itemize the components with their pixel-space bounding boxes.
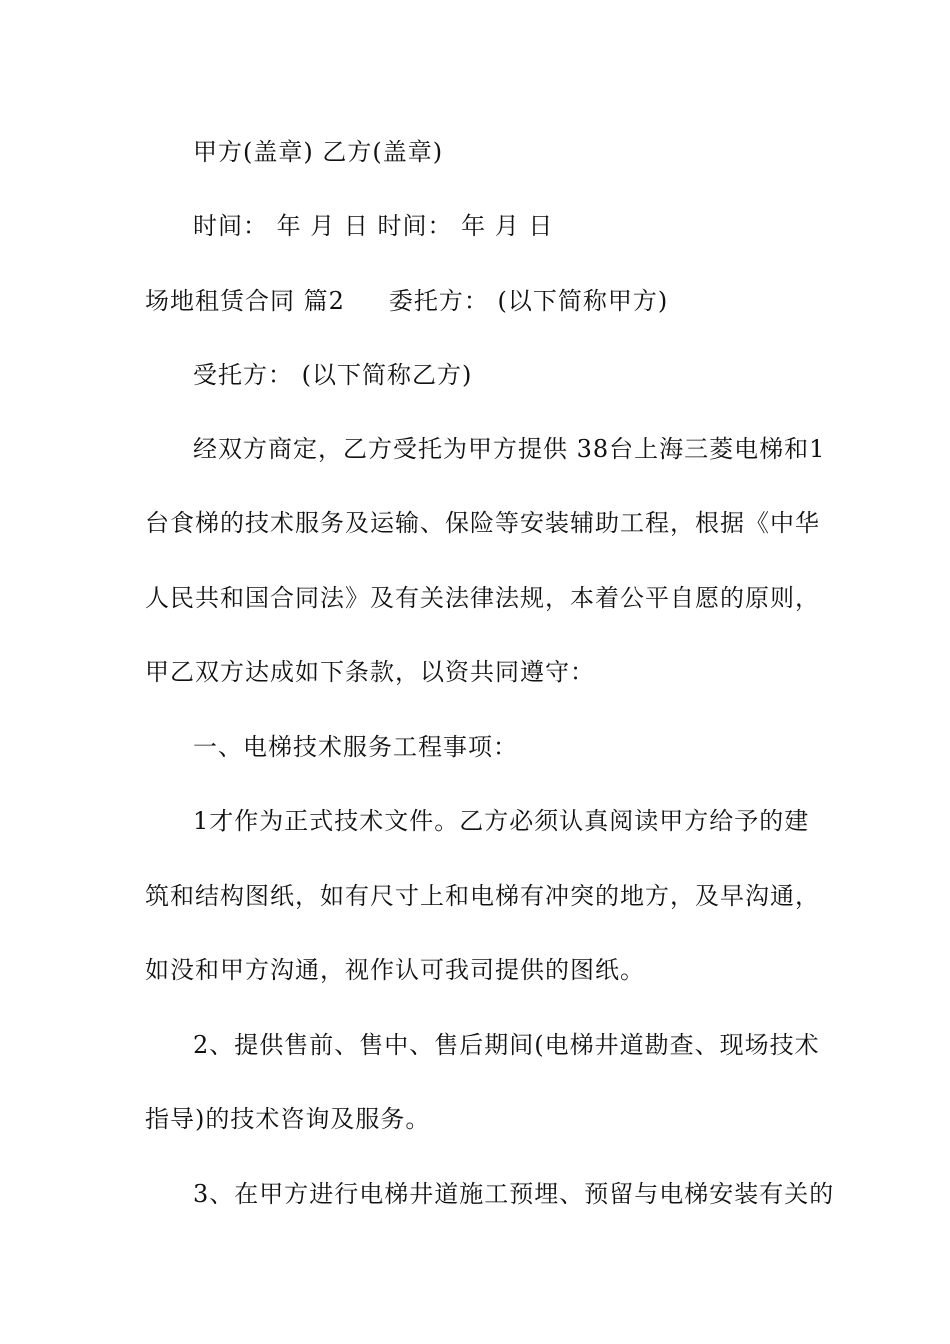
paragraph-line: 经双方商定，乙方受托为甲方提供 38台上海三菱电梯和1 xyxy=(193,435,826,463)
paragraph-line: 3、在甲方进行电梯井道施工预埋、预留与电梯安装有关的 xyxy=(193,1180,835,1208)
paragraph-line: 如没和甲方沟通，视作认可我司提供的图纸。 xyxy=(145,956,645,984)
contract-title: 场地租赁合同 篇2 xyxy=(145,287,345,315)
client-party: 委托方： (以下简称甲方) xyxy=(388,287,669,315)
trustee-line: 受托方： (以下简称乙方) xyxy=(193,361,473,389)
paragraph-line: 人民共和国合同法》及有关法律法规，本着公平自愿的原则， xyxy=(145,584,820,612)
paragraph-line: 筑和结构图纸，如有尺寸上和电梯有冲突的地方，及早沟通， xyxy=(145,882,820,910)
signature-line: 甲方(盖章) 乙方(盖章) xyxy=(193,138,444,166)
section-heading xyxy=(145,286,668,316)
paragraph-line: 台食梯的技术服务及运输、保险等安装辅助工程，根据《中华 xyxy=(145,509,820,537)
paragraph-line: 甲乙双方达成如下条款，以资共同遵守： xyxy=(145,658,595,686)
paragraph-line: 2、提供售前、售中、售后期间(电梯井道勘查、现场技术 xyxy=(193,1031,820,1059)
section-title: 一、电梯技术服务工程事项： xyxy=(193,733,518,761)
paragraph-line: 1才作为正式技术文件。乙方必须认真阅读甲方给予的建 xyxy=(193,807,810,835)
paragraph-line: 指导)的技术咨询及服务。 xyxy=(145,1105,431,1133)
date-line: 时间： 年 月 日 时间： 年 月 日 xyxy=(193,212,554,240)
